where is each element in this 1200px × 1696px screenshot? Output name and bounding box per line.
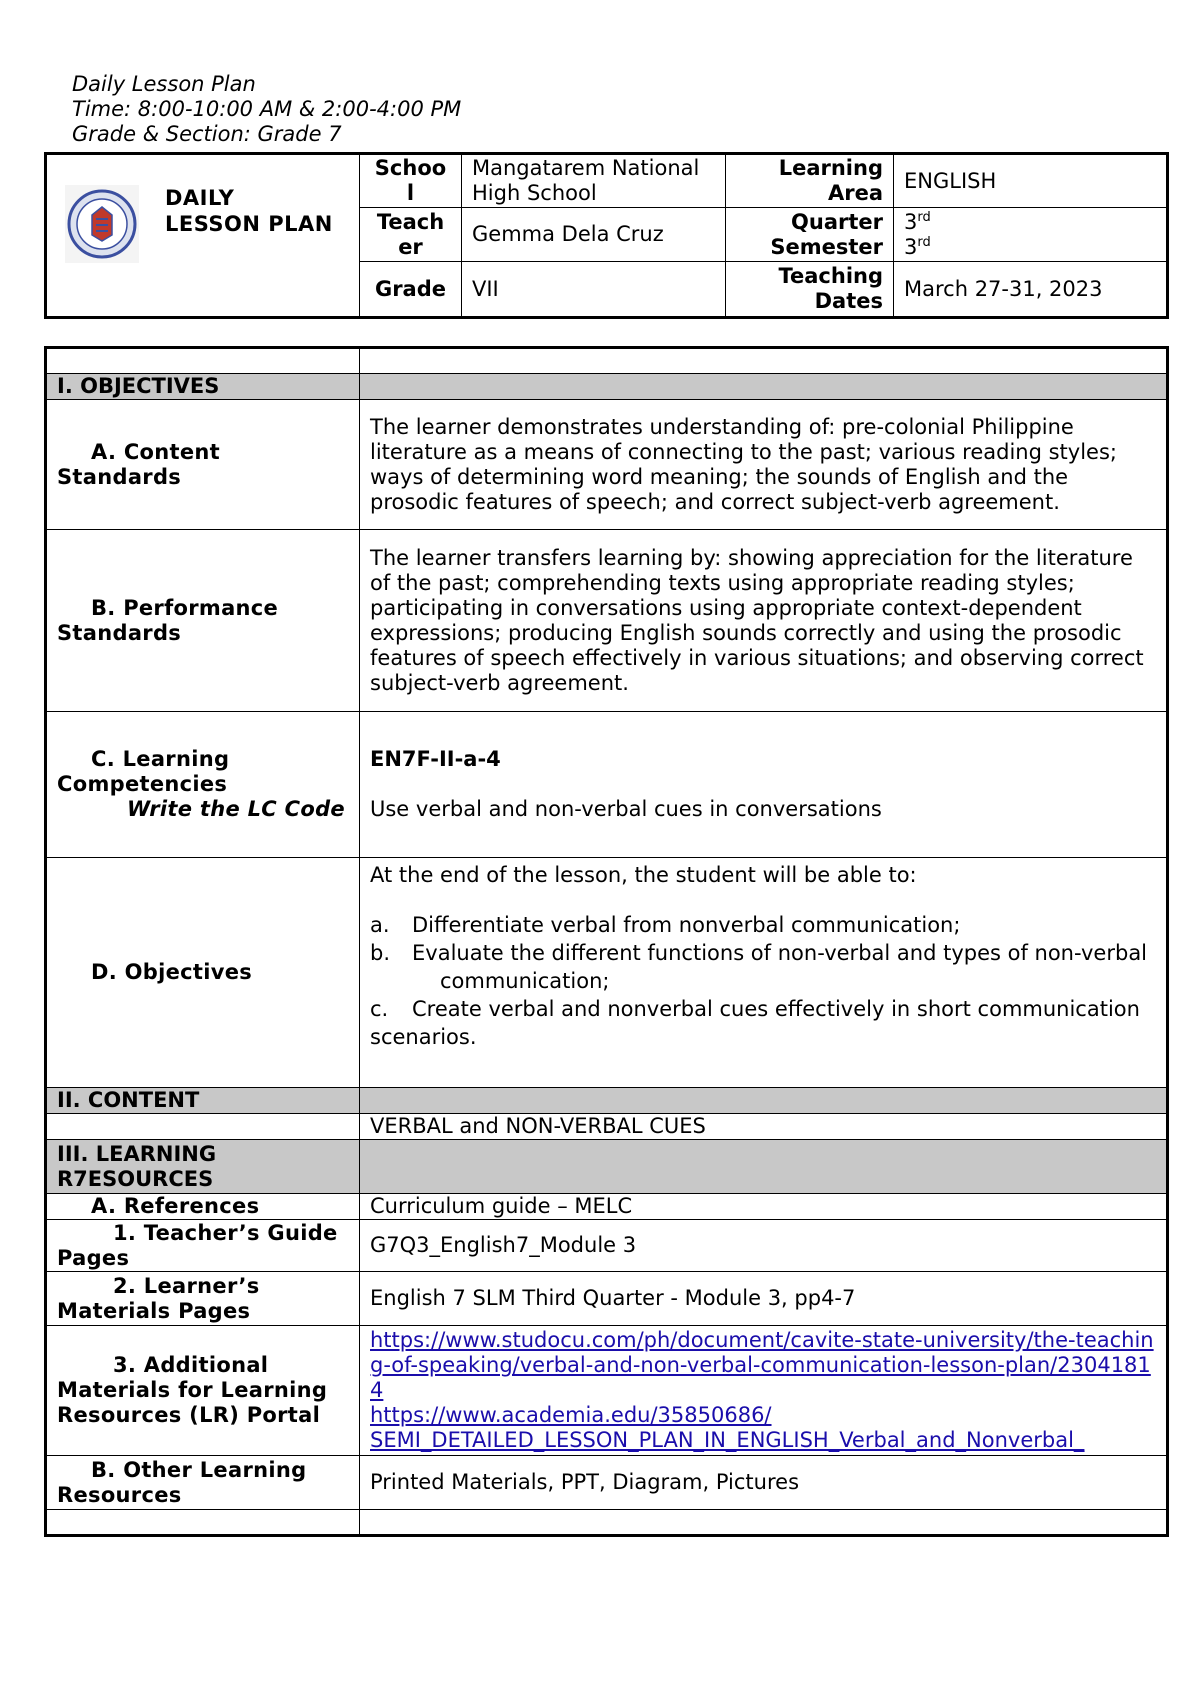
quarter-number: 3 xyxy=(904,209,918,234)
obj-b-continued: communication; xyxy=(440,969,610,993)
tg-label-b: Pages xyxy=(57,1245,130,1270)
content-standards-text xyxy=(360,400,1168,530)
objectives-heading-row xyxy=(46,374,1168,400)
obj-label: D. Objectives xyxy=(91,960,253,984)
references-label xyxy=(46,1194,360,1220)
additional-materials-links xyxy=(360,1326,1168,1456)
lc-label-a: C. Learning xyxy=(91,747,230,771)
obj-b-key: b. xyxy=(370,941,391,965)
school-value-a: Mangatarem National xyxy=(472,156,700,180)
content-std-label-b: Standards xyxy=(57,464,182,489)
lc-label-b: Competencies xyxy=(57,772,228,796)
resources-heading-row xyxy=(46,1140,1168,1194)
perf-std-text-2: participating in conversations using appropriate context-dependent expressions; producing English sounds correctly and using the prosodic features of speech effectively in various situations; and observing correct subject-verb agreement. xyxy=(370,595,1144,695)
additional-materials-label xyxy=(46,1326,360,1456)
school-value xyxy=(462,154,726,208)
academia-link[interactable]: https://www.academia.edu/35850686/ xyxy=(370,1403,772,1427)
semester-number: 3 xyxy=(904,234,918,259)
obj-item-a xyxy=(370,911,1156,939)
learning-competencies-row xyxy=(46,712,1168,858)
deped-seal-icon xyxy=(65,185,139,263)
perf-std-label-b: Standards xyxy=(57,620,182,645)
content-heading-row xyxy=(46,1088,1168,1114)
teaching-dates-value: March 27-31, 2023 xyxy=(894,262,1168,318)
content-value-blank xyxy=(46,1114,360,1140)
doc-grade-section: Grade & Section: Grade 7 xyxy=(72,122,342,146)
learning-competencies-text xyxy=(360,712,1168,858)
teacher-label-b: er xyxy=(398,234,423,259)
teachers-guide-value: G7Q3_English7_Module 3 xyxy=(360,1220,1168,1272)
lesson-info-table xyxy=(44,152,1169,319)
learning-area-label-b: Area xyxy=(827,181,883,205)
semester-value xyxy=(904,235,1156,260)
blank-bottom-left xyxy=(46,1510,360,1536)
quarter-semester-label xyxy=(726,208,894,262)
grade-value: VII xyxy=(462,262,726,318)
am-label-c: Learning Resources xyxy=(57,1378,328,1427)
document-header-lines xyxy=(72,72,461,147)
blank-bottom-right xyxy=(360,1510,1168,1536)
tg-label-a: 1. Teacher’s Guide xyxy=(113,1220,338,1245)
daily-lesson-plan-title xyxy=(165,185,333,237)
content-value-row xyxy=(46,1114,1168,1140)
content-heading-fill xyxy=(360,1088,1168,1114)
obj-item-b xyxy=(370,939,1156,967)
olr-label-a: B. Other Learning xyxy=(91,1457,307,1482)
learners-materials-value: English 7 SLM Third Quarter - Module 3, pp4-7 xyxy=(360,1272,1168,1326)
blank-bottom-row xyxy=(46,1510,1168,1536)
seal-title-cell xyxy=(46,154,360,318)
am-label-d: (LR) Portal xyxy=(189,1403,321,1427)
teacher-label xyxy=(360,208,462,262)
teaching-dates-label-a: Teaching xyxy=(778,264,883,288)
lm-label-a: 2. Learner’s xyxy=(113,1273,260,1298)
studocu-link[interactable]: https://www.studocu.com/ph/document/cavite-state-university/the-teaching-of-speaking/verbal-and-non-verbal-communication-lesson-plan/23041814 xyxy=(370,1328,1154,1402)
objectives-text xyxy=(360,858,1168,1088)
resources-heading xyxy=(46,1140,360,1194)
am-label-b: Materials for xyxy=(57,1378,213,1402)
obj-c-text: Create verbal and nonverbal cues effectively in short communication scenarios. xyxy=(370,997,1140,1049)
obj-intro: At the end of the lesson, the student will be able to: xyxy=(370,863,917,887)
doc-time: Time: 8:00-10:00 AM & 2:00-4:00 PM xyxy=(72,97,462,121)
resources-heading-fill xyxy=(360,1140,1168,1194)
objectives-heading: I. OBJECTIVES xyxy=(46,374,360,400)
school-label-a: Schoo xyxy=(374,156,447,180)
content-std-text-2: ways of determining word meaning; the sounds of English and the prosodic features of speech; and correct subject-verb agreement. xyxy=(370,464,1069,514)
semester-label: Semester xyxy=(770,234,883,259)
teaching-dates-label-b: Dates xyxy=(814,289,883,313)
obj-b-text: Evaluate the different functions of non-verbal and types of non-verbal xyxy=(412,941,1148,965)
resources-heading-a: III. LEARNING xyxy=(57,1141,217,1166)
semi-detailed-link[interactable]: SEMI_DETAILED_LESSON_PLAN_IN_ENGLISH_Verbal_and_Nonverbal_ xyxy=(370,1428,1085,1452)
objectives-label xyxy=(46,858,360,1088)
learning-area-label-a: Learning xyxy=(778,156,883,180)
quarter-semester-value xyxy=(894,208,1168,262)
school-label xyxy=(360,154,462,208)
olr-label-b: Resources xyxy=(57,1482,182,1507)
objectives-row xyxy=(46,858,1168,1088)
other-resources-row xyxy=(46,1456,1168,1510)
performance-standards-label xyxy=(46,530,360,712)
additional-materials-row xyxy=(46,1326,1168,1456)
teacher-value: Gemma Dela Cruz xyxy=(462,208,726,262)
lc-code: EN7F-II-a-4 xyxy=(370,747,501,771)
blank-cell-right xyxy=(360,348,1168,374)
content-std-label-a: A. Content xyxy=(91,439,220,464)
lesson-plan-table xyxy=(44,346,1169,1537)
lc-label-c: Write the LC Code xyxy=(127,797,345,821)
lc-text: Use verbal and non-verbal cues in conversations xyxy=(370,797,882,821)
other-resources-label xyxy=(46,1456,360,1510)
doc-title: Daily Lesson Plan xyxy=(72,72,256,96)
other-resources-value: Printed Materials, PPT, Diagram, Pictures xyxy=(360,1456,1168,1510)
perf-std-label-a: B. Performance xyxy=(91,595,279,620)
content-std-text-1: The learner demonstrates understanding of: pre-colonial Philippine literature as a means of connecting to the past; various reading styles; xyxy=(370,414,1117,464)
title-line-1: DAILY xyxy=(165,186,235,210)
references-label-text: A. References xyxy=(91,1194,260,1218)
title-line-2: LESSON PLAN xyxy=(165,212,333,236)
content-standards-row xyxy=(46,400,1168,530)
references-value: Curriculum guide – MELC xyxy=(360,1194,1168,1220)
teacher-label-a: Teach xyxy=(376,209,445,234)
content-standards-label xyxy=(46,400,360,530)
perf-std-text-1: The learner transfers learning by: showing appreciation for the literature of the past; comprehending texts using appropriate reading styles; xyxy=(370,545,1133,595)
obj-a-key: a. xyxy=(370,913,390,937)
learners-materials-label xyxy=(46,1272,360,1326)
content-heading: II. CONTENT xyxy=(46,1088,360,1114)
content-value: VERBAL and NON-VERBAL CUES xyxy=(360,1114,1168,1140)
learning-competencies-label xyxy=(46,712,360,858)
performance-standards-text xyxy=(360,530,1168,712)
quarter-suffix: rd xyxy=(917,209,931,225)
obj-a-text: Differentiate verbal from nonverbal communication; xyxy=(412,913,961,937)
obj-item-c xyxy=(370,995,1156,1051)
learning-area-value: ENGLISH xyxy=(894,154,1168,208)
learning-area-label xyxy=(726,154,894,208)
lm-label-b: Materials Pages xyxy=(57,1298,251,1323)
resources-heading-b: R7ESOURCES xyxy=(57,1166,214,1191)
quarter-label: Quarter xyxy=(791,209,883,234)
teachers-guide-label xyxy=(46,1220,360,1272)
references-row xyxy=(46,1194,1168,1220)
school-label-b: l xyxy=(406,181,415,205)
blank-top-row xyxy=(46,348,1168,374)
teaching-dates-label xyxy=(726,262,894,318)
grade-label: Grade xyxy=(360,262,462,318)
quarter-value xyxy=(904,210,1156,235)
obj-c-key: c. xyxy=(370,997,389,1021)
semester-suffix: rd xyxy=(917,234,931,250)
objectives-heading-fill xyxy=(360,374,1168,400)
learners-materials-row xyxy=(46,1272,1168,1326)
performance-standards-row xyxy=(46,530,1168,712)
am-label-a: 3. Additional xyxy=(113,1353,269,1377)
teachers-guide-row xyxy=(46,1220,1168,1272)
school-value-b: High School xyxy=(472,181,597,205)
blank-cell-left xyxy=(46,348,360,374)
